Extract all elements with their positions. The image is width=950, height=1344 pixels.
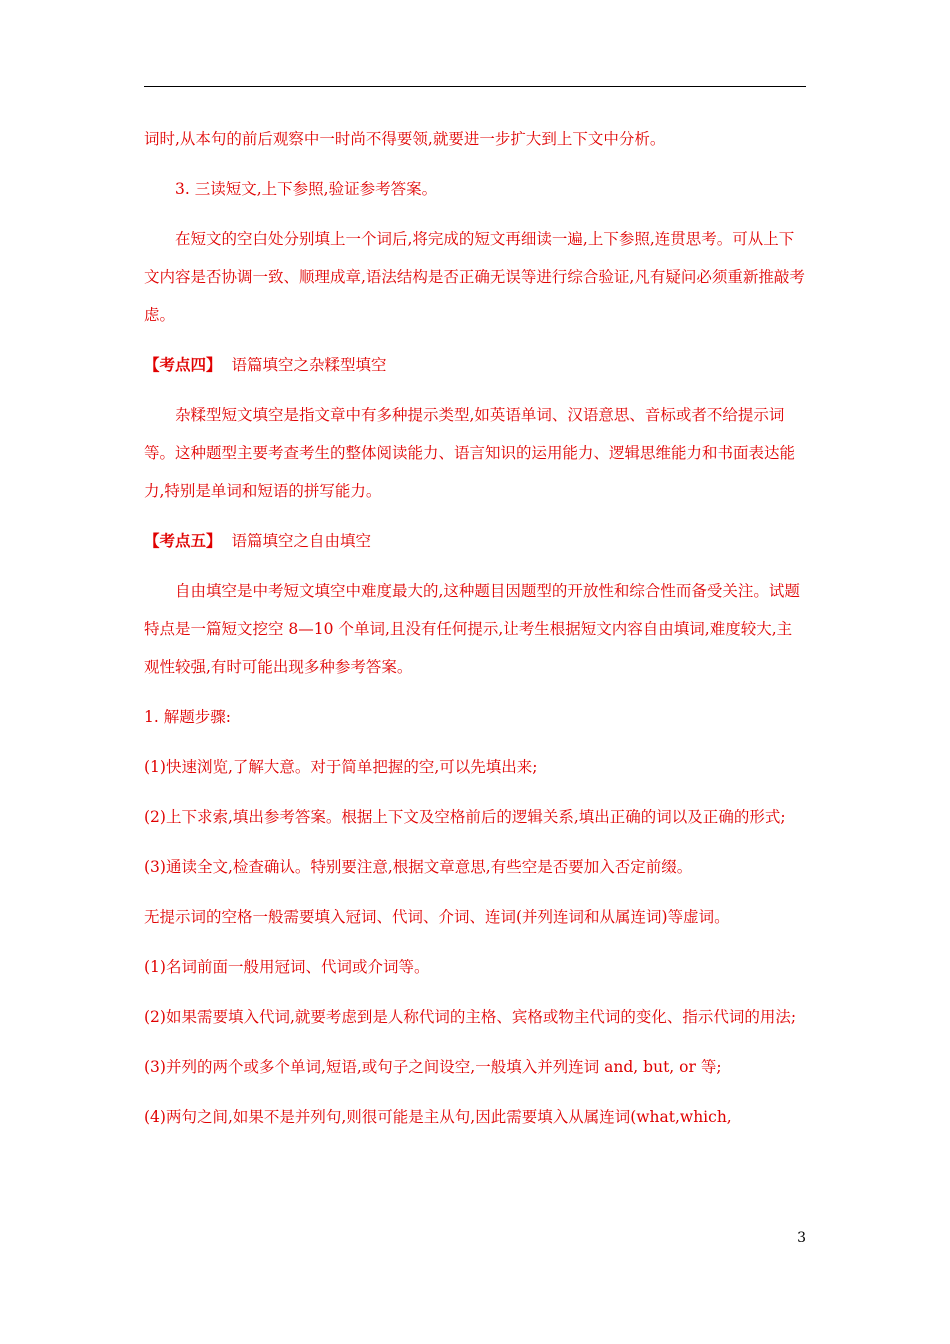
function-words-note: 无提示词的空格一般需要填入冠词、代词、介词、连词(并列连词和从属连词)等虚词。 (144, 908, 730, 926)
document-body (144, 120, 806, 1136)
step-three-heading: 3. 三读短文,上下参照,验证参考答案。 (175, 180, 438, 198)
step-item-1: (1)快速浏览,了解大意。对于简单把握的空,可以先填出来; (144, 758, 538, 776)
paragraph-verify: 在短文的空白处分别填上一个词后,将完成的短文再细读一遍,上下参照,连贯思考。可从上下文内容是否协调一致、顺理成章,语法结构是否正确无误等进行综合验证,凡有疑问必须重新推敲考虑。 (144, 230, 805, 324)
section-title-5: 语篇填空之自由填空 (231, 532, 372, 550)
section-heading-5 (144, 522, 806, 560)
page-number: 3 (797, 1230, 806, 1246)
step-item-3: (3)通读全文,检查确认。特别要注意,根据文章意思,有些空是否要加入否定前缀。 (144, 858, 693, 876)
rule-item-3: (3)并列的两个或多个单词,短语,或句子之间设空,一般填入并列连词 and, but, or 等; (144, 1058, 722, 1076)
section-tag-4: 【考点四】 (144, 355, 222, 374)
section-heading-4 (144, 346, 806, 384)
rule-item-1: (1)名词前面一般用冠词、代词或介词等。 (144, 958, 430, 976)
step-item-2: (2)上下求索,填出参考答案。根据上下文及空格前后的逻辑关系,填出正确的词以及正确的形式; (144, 808, 786, 826)
paragraph-mixed-fill: 杂糅型短文填空是指文章中有多种提示类型,如英语单词、汉语意思、音标或者不给提示词等。这种题型主要考查考生的整体阅读能力、语言知识的运用能力、逻辑思维能力和书面表达能力,特别是单词和短语的拼写能力。 (144, 406, 796, 500)
header-rule (144, 86, 806, 87)
rule-item-2: (2)如果需要填入代词,就要考虑到是人称代词的主格、宾格或物主代词的变化、指示代词的用法; (144, 1008, 797, 1026)
paragraph-free-fill: 自由填空是中考短文填空中难度最大的,这种题目因题型的开放性和综合性而备受关注。试题特点是一篇短文挖空 8—10 个单词,且没有任何提示,让考生根据短文内容自由填词,难度较大,主观性较强,有时可能出现多种参考答案。 (144, 582, 800, 676)
rule-item-4: (4)两句之间,如果不是并列句,则很可能是主从句,因此需要填入从属连词(what,which, (144, 1108, 732, 1126)
section-title-4: 语篇填空之杂糅型填空 (231, 356, 387, 374)
section-tag-5: 【考点五】 (144, 531, 222, 550)
steps-heading: 1. 解题步骤: (144, 708, 231, 726)
paragraph-continuation: 词时,从本句的前后观察中一时尚不得要领,就要进一步扩大到上下文中分析。 (144, 130, 666, 148)
